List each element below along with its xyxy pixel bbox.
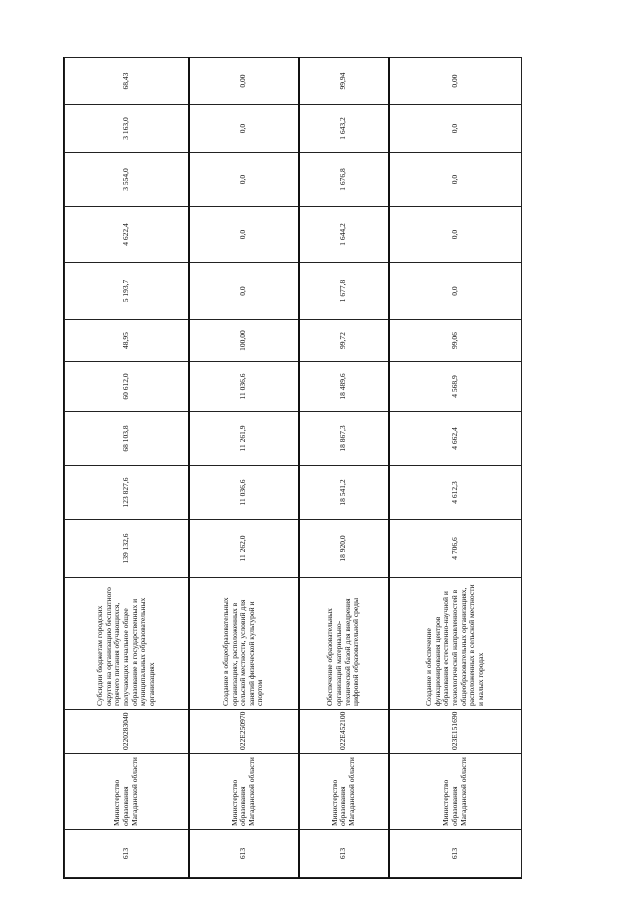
rotated-table-container xyxy=(64,58,521,878)
value-cell: 0,0 xyxy=(389,105,522,153)
value-cell: 18 867,3 xyxy=(299,412,389,466)
value-cell: 11 036,6 xyxy=(189,466,299,520)
value-cell: 99,94 xyxy=(299,58,389,105)
table-row xyxy=(65,58,189,878)
value-cell: 0,0 xyxy=(389,153,522,207)
organization-name: Министерство образования Магаданской области xyxy=(189,754,299,830)
value-cell: 0,0 xyxy=(189,207,299,263)
value-cell: 0,0 xyxy=(189,263,299,320)
value-cell: 1 676,8 xyxy=(299,153,389,207)
value-cell: 11 262,0 xyxy=(189,520,299,578)
value-cell: 18 541,2 xyxy=(299,466,389,520)
budget-code: 023E151690 xyxy=(389,710,522,754)
value-cell: 4 612,3 xyxy=(389,466,522,520)
table-row xyxy=(189,58,299,878)
expense-description: Создание в общеобразовательных организациях, расположенных в сельской местности, условий для занятий физической культурой и спортом xyxy=(189,578,299,710)
value-cell: 5 193,7 xyxy=(65,263,189,320)
value-cell: 11 036,6 xyxy=(189,362,299,412)
value-cell: 68,43 xyxy=(65,58,189,105)
value-cell: 0,0 xyxy=(189,105,299,153)
value-cell: 4 706,6 xyxy=(389,520,522,578)
organization-name: Министерство образования Магаданской области xyxy=(65,754,189,830)
ministry-code: 613 xyxy=(389,830,522,878)
ministry-code: 613 xyxy=(189,830,299,878)
value-cell: 1 644,2 xyxy=(299,207,389,263)
organization-name: Министерство образования Магаданской области xyxy=(299,754,389,830)
budget-code: 0220283040 xyxy=(65,710,189,754)
budget-table xyxy=(64,57,522,878)
value-cell: 0,0 xyxy=(189,153,299,207)
value-cell: 60 612,0 xyxy=(65,362,189,412)
value-cell: 0,0 xyxy=(389,207,522,263)
value-cell: 99,06 xyxy=(389,320,522,362)
value-cell: 4 622,4 xyxy=(65,207,189,263)
value-cell: 0,00 xyxy=(189,58,299,105)
value-cell: 18 489,6 xyxy=(299,362,389,412)
value-cell: 0,00 xyxy=(389,58,522,105)
value-cell: 1 643,2 xyxy=(299,105,389,153)
table-row xyxy=(389,58,522,878)
expense-description: Создание и обеспечение функционирования центров образования естественно-научной и технологической направленностей в общеобразовательных организациях, расположенных в сельской местности и малых городах xyxy=(389,578,522,710)
value-cell: 100,00 xyxy=(189,320,299,362)
budget-code: 022E250970 xyxy=(189,710,299,754)
value-cell: 3 554,0 xyxy=(65,153,189,207)
organization-name: Министерство образования Магаданской области xyxy=(389,754,522,830)
value-cell: 99,72 xyxy=(299,320,389,362)
value-cell: 18 920,0 xyxy=(299,520,389,578)
ministry-code: 613 xyxy=(299,830,389,878)
value-cell: 48,95 xyxy=(65,320,189,362)
ministry-code: 613 xyxy=(65,830,189,878)
value-cell: 1 677,8 xyxy=(299,263,389,320)
expense-description: Обеспечение образовательных организаций материально-технической базой для внедрения цифровой образовательной среды xyxy=(299,578,389,710)
table-row xyxy=(299,58,389,878)
value-cell: 4 662,4 xyxy=(389,412,522,466)
value-cell: 0,0 xyxy=(389,263,522,320)
expense-description: Субсидии бюджетам городских округов на организацию бесплатного горячего питания обучающихся, получающих начальное общее образование в государственных и муниципальных образовательных организациях xyxy=(65,578,189,710)
value-cell: 3 163,0 xyxy=(65,105,189,153)
value-cell: 123 827,6 xyxy=(65,466,189,520)
value-cell: 11 261,9 xyxy=(189,412,299,466)
value-cell: 139 132,6 xyxy=(65,520,189,578)
budget-code: 022E452100 xyxy=(299,710,389,754)
value-cell: 4 568,9 xyxy=(389,362,522,412)
value-cell: 68 103,8 xyxy=(65,412,189,466)
